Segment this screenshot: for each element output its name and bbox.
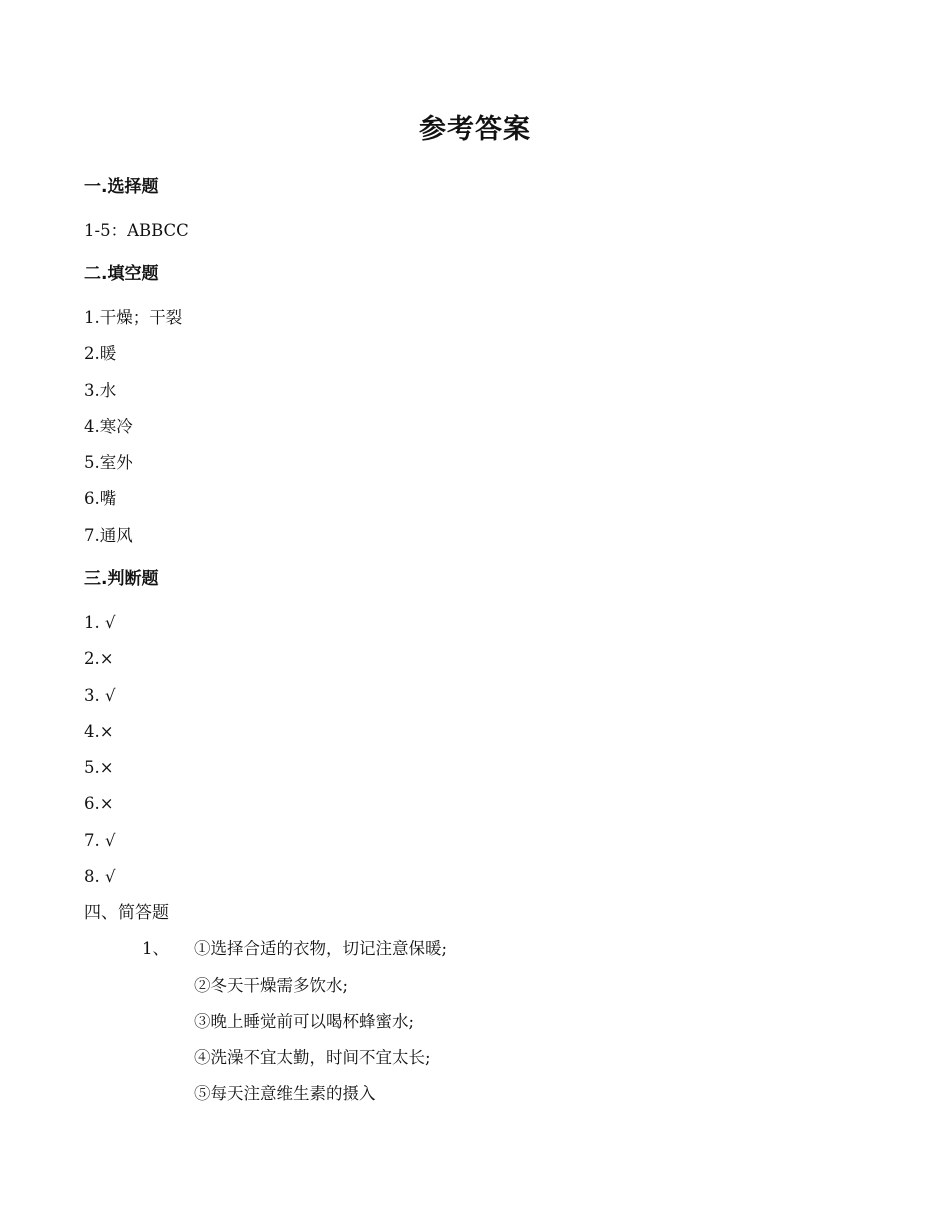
judge-answer-line: 6.×: [84, 794, 114, 813]
fill-answer-line: 1.干燥；干裂: [84, 308, 183, 327]
judge-answer-line: 1. √: [84, 613, 116, 632]
judge-answer-line: 3. √: [84, 686, 116, 705]
fill-answer-line: 5.室外: [84, 453, 133, 472]
page-title: 参考答案: [419, 114, 531, 145]
fill-answer-line: 4.寒冷: [84, 417, 133, 436]
judge-answer-line: 7. √: [84, 831, 116, 850]
section-heading-short: 四、简答题: [84, 903, 169, 923]
short-question-number: 1、: [142, 939, 169, 958]
fill-answer-line: 3.水: [84, 381, 117, 400]
judge-answer-line: 2.×: [84, 649, 114, 668]
section-heading-fill: 二.填空题: [84, 264, 159, 284]
fill-answer-line: 2.暖: [84, 344, 117, 363]
short-answer-item: ③晚上睡觉前可以喝杯蜂蜜水;: [194, 1012, 415, 1031]
short-answer-item: ④洗澡不宜太勤，时间不宜太长;: [194, 1048, 431, 1067]
choice-answer-line: 1-5：ABBCC: [84, 221, 189, 240]
fill-answer-line: 7.通风: [84, 526, 133, 545]
section-heading-choice: 一.选择题: [84, 177, 159, 197]
judge-answer-line: 4.×: [84, 722, 114, 741]
short-answer-item: ①选择合适的衣物，切记注意保暖;: [194, 939, 448, 958]
judge-answer-line: 8. √: [84, 867, 116, 886]
short-answer-item: ⑤每天注意维生素的摄入: [194, 1084, 376, 1103]
section-heading-judge: 三.判断题: [84, 569, 159, 589]
short-answer-item: ②冬天干燥需多饮水;: [194, 976, 349, 995]
fill-answer-line: 6.嘴: [84, 489, 117, 508]
judge-answer-line: 5.×: [84, 758, 114, 777]
